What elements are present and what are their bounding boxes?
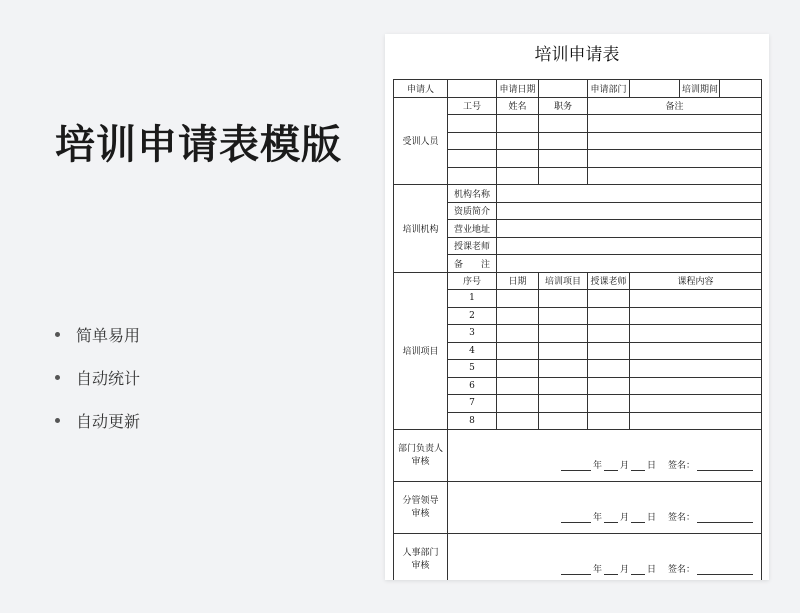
table-row [394,377,762,395]
approval-label: 部门负责人 审核 [394,430,448,482]
row-number: 1 [448,290,497,308]
approval-signature-area [448,430,762,482]
trainees-header-row [394,97,762,115]
table-row [394,325,762,343]
apply-dept-label: 申请部门 [588,80,630,98]
row-number: 4 [448,342,497,360]
institution-section-label: 培训机构 [394,185,448,273]
table-row [394,167,762,185]
training-period-value [720,80,762,98]
approval-row [394,534,762,581]
bullet-icon [55,332,60,337]
bullet-icon [55,375,60,380]
bullet-icon [55,418,60,423]
feature-item [55,399,140,442]
address-value [497,220,762,238]
institution-row [394,202,762,220]
applicant-label: 申请人 [394,80,448,98]
table-row [394,132,762,150]
address-label: 营业地址 [448,220,497,238]
approval-row [394,482,762,534]
table-row [394,395,762,413]
col-name: 姓名 [497,97,539,115]
table-row [394,150,762,168]
approval-label: 人事部门 审核 [394,534,448,581]
institution-row [394,185,762,203]
form-title: 培训申请表 [534,45,620,65]
feature-list [55,313,140,442]
row-number: 7 [448,395,497,413]
trainees-section-label: 受训人员 [394,97,448,185]
items-section-label: 培训项目 [394,272,448,430]
approval-signature-area [448,534,762,581]
items-header-row [394,272,762,290]
table-row [394,290,762,308]
teacher-label: 授课老师 [448,237,497,255]
header-row [394,80,762,98]
row-number: 5 [448,360,497,378]
table-row [394,115,762,133]
feature-item [55,356,140,399]
institution-name-label: 机构名称 [448,185,497,203]
col-position: 职务 [539,97,588,115]
qualification-value [497,202,762,220]
promo-title: 培训申请表模版 [55,122,342,168]
institution-name-value [497,185,762,203]
signature-line: 年 月 日 签名： [559,562,755,575]
feature-label: 简单易用 [76,326,141,345]
row-number: 2 [448,307,497,325]
apply-dept-value [630,80,680,98]
table-row [394,307,762,325]
feature-item [55,313,140,356]
institution-row [394,237,762,255]
col-remarks: 备注 [588,97,762,115]
col-teacher: 授课老师 [588,272,630,290]
approval-signature-area [448,482,762,534]
training-application-form [393,79,762,580]
approval-row [394,430,762,482]
approval-label: 分管领导 审核 [394,482,448,534]
form-preview [385,34,769,580]
institution-row [394,220,762,238]
signature-line: 年 月 日 签名： [559,458,755,471]
col-seq: 序号 [448,272,497,290]
row-number: 3 [448,325,497,343]
table-row [394,412,762,430]
apply-date-label: 申请日期 [497,80,539,98]
institution-row [394,255,762,273]
applicant-value [448,80,497,98]
signature-line: 年 月 日 签名： [559,510,755,523]
training-period-label: 培训期间 [680,80,720,98]
table-row [394,342,762,360]
row-number: 6 [448,377,497,395]
col-course-content: 课程内容 [630,272,762,290]
institution-remarks-value [497,255,762,273]
feature-label: 自动更新 [76,412,141,431]
row-number: 8 [448,412,497,430]
teacher-value [497,237,762,255]
table-row [394,360,762,378]
institution-remarks-label: 备 注 [448,255,497,273]
col-training-item: 培训项目 [539,272,588,290]
qualification-label: 资质简介 [448,202,497,220]
feature-label: 自动统计 [76,369,141,388]
col-date: 日期 [497,272,539,290]
col-employee-id: 工号 [448,97,497,115]
apply-date-value [539,80,588,98]
